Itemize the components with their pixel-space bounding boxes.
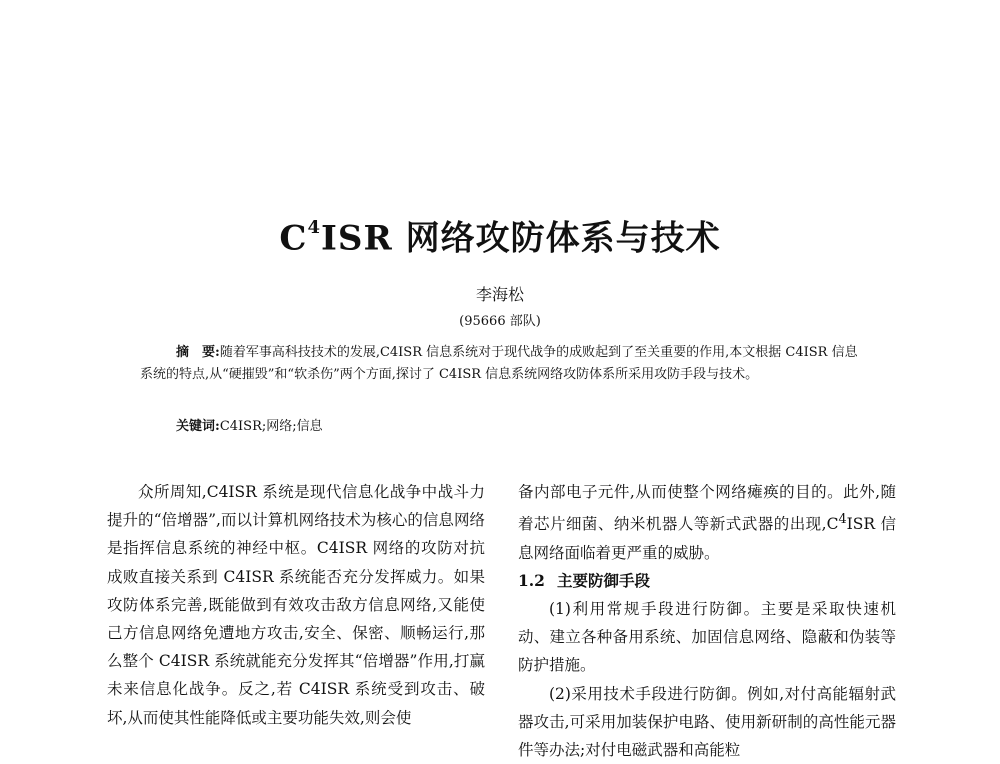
title-rest: ISR 网络攻防体系与技术 bbox=[321, 218, 721, 259]
paper-title bbox=[0, 210, 1000, 260]
para-text-b: ISR 信息网络面临着更严重的威胁。 bbox=[518, 515, 896, 562]
keywords bbox=[176, 416, 323, 438]
body-column-right bbox=[518, 478, 896, 764]
title-superscript: 4 bbox=[307, 217, 322, 238]
para-text-a: 备内部电子元件,从而使整个网络瘫痪的目的。此外,随着芯片细菌、纳米机器人等新式武器的出现,C bbox=[518, 483, 896, 534]
abstract-text: 随着军事高科技技术的发展,C4ISR 信息系统对于现代战争的成败起到了至关重要的作用,本文根据 C4ISR 信息系统的特点,从“硬摧毁”和“软杀伤”两个方面,探讨了 C4ISR 信息系统网络攻防体系所采用攻防手段与技术。 bbox=[140, 345, 858, 382]
keywords-text: C4ISR;网络;信息 bbox=[219, 419, 323, 434]
abstract-label: 摘 要: bbox=[176, 345, 220, 360]
author-affiliation: (95666 部队) bbox=[459, 314, 541, 329]
section-number: 1.2 bbox=[518, 570, 545, 590]
para-superscript: 4 bbox=[838, 512, 847, 528]
abstract bbox=[140, 342, 860, 386]
body-paragraph: (1)利用常规手段进行防御。主要是采取快速机动、建立各种备用系统、加固信息网络、隐蔽和伪装等防护措施。 bbox=[518, 599, 896, 675]
section-title: 主要防御手段 bbox=[556, 570, 650, 590]
body-paragraph-continued bbox=[518, 478, 896, 567]
body-column-left bbox=[107, 478, 485, 732]
author-name: 李海松 bbox=[475, 285, 524, 304]
keywords-label: 关键词: bbox=[176, 419, 220, 434]
body-paragraph: (2)采用技术手段进行防御。例如,对付高能辐射武器攻击,可采用加装保护电路、使用新研制的高性能元器件等办法;对付电磁武器和高能粒 bbox=[518, 684, 896, 759]
title-prefix: C bbox=[279, 218, 308, 259]
section-heading bbox=[518, 567, 896, 595]
body-paragraph: 众所周知,C4ISR 系统是现代信息化战争中战斗力提升的“倍增器”,而以计算机网络技术为核心的信息网络是指挥信息系统的神经中枢。C4ISR 网络的攻防对抗成败直接关系到 C4ISR 系统能否充分发挥威力。如果攻防体系完善,既能做到有效攻击敌方信息网络,又能使己方信息网络免遭地方攻击,安全、保密、顺畅运行,那么整个 C4ISR 系统就能充分发挥其“倍增器”作用,打赢未来信息化战争。反之,若 C4ISR 系统受到攻击、破坏,从而使其性能降低或主要功能失效,则会使 bbox=[107, 483, 485, 727]
